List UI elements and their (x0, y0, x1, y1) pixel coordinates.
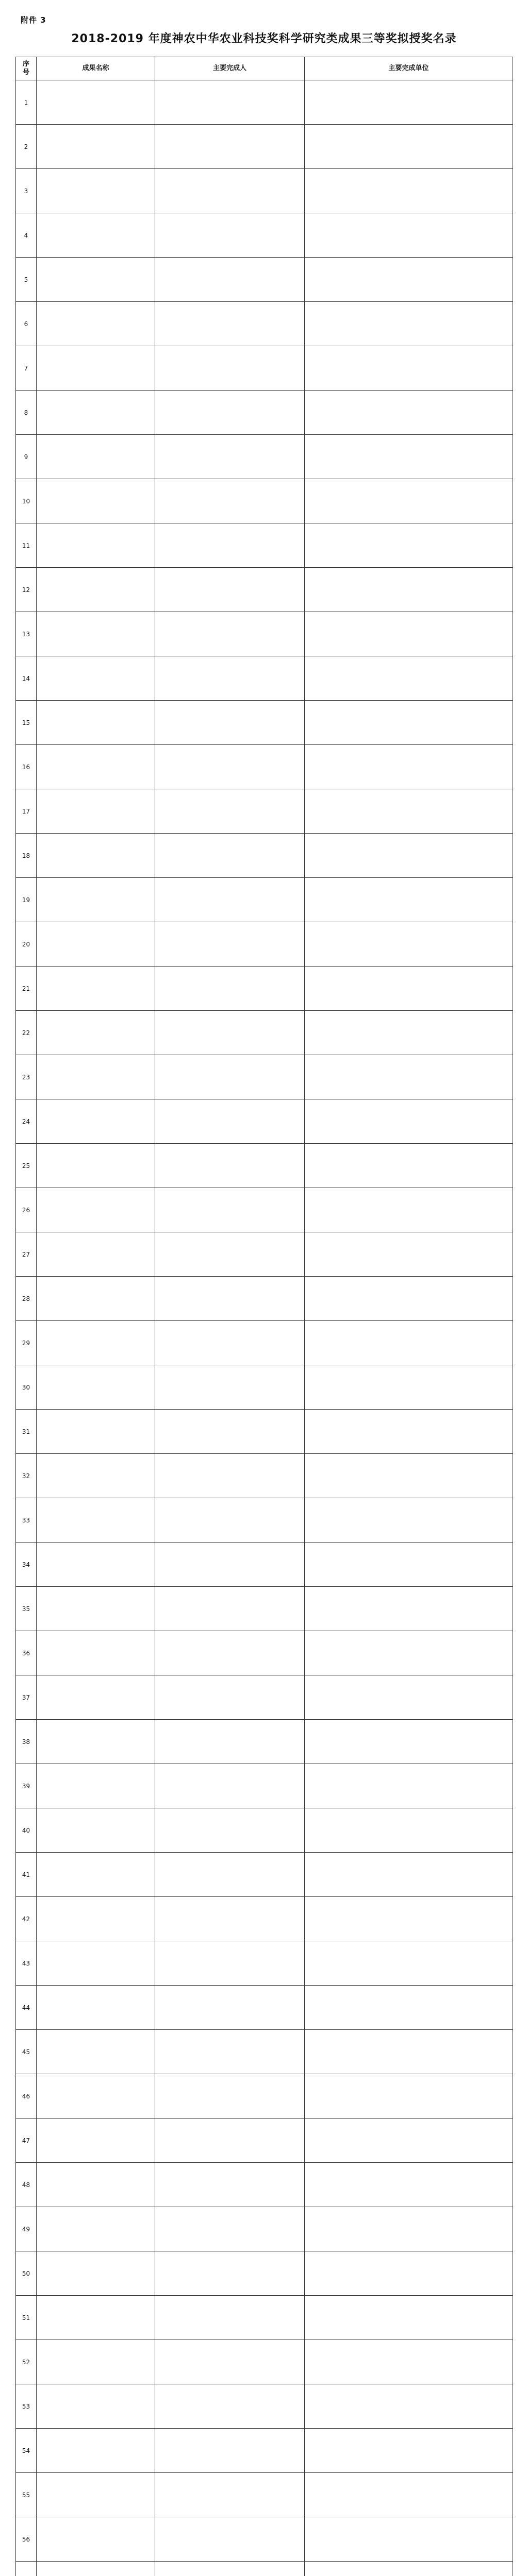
cell-main-units (305, 2251, 513, 2296)
cell-main-units (305, 1410, 513, 1454)
cell-no: 26 (16, 1188, 37, 1232)
cell-no: 22 (16, 1011, 37, 1055)
table-row (16, 1631, 513, 1675)
cell-achievement-name (37, 1277, 155, 1321)
cell-main-units (305, 258, 513, 302)
cell-no: 32 (16, 1454, 37, 1498)
cell-achievement-name (37, 2429, 155, 2473)
cell-main-units (305, 2030, 513, 2074)
cell-achievement-name (37, 302, 155, 346)
cell-main-units (305, 435, 513, 479)
cell-main-contributors (155, 1365, 305, 1410)
cell-no: 18 (16, 834, 37, 878)
cell-main-units (305, 568, 513, 612)
cell-achievement-name (37, 1543, 155, 1587)
cell-main-units (305, 1011, 513, 1055)
cell-achievement-name (37, 1232, 155, 1277)
cell-no: 40 (16, 1808, 37, 1853)
cell-main-units (305, 701, 513, 745)
cell-main-units (305, 213, 513, 258)
cell-achievement-name (37, 1675, 155, 1720)
cell-main-contributors (155, 2384, 305, 2429)
cell-achievement-name (37, 1808, 155, 1853)
cell-main-units (305, 2074, 513, 2119)
cell-no: 25 (16, 1144, 37, 1188)
cell-no: 41 (16, 1853, 37, 1897)
cell-main-contributors (155, 701, 305, 745)
cell-main-contributors (155, 2296, 305, 2340)
cell-main-contributors (155, 346, 305, 391)
cell-no: 9 (16, 435, 37, 479)
cell-no: 51 (16, 2296, 37, 2340)
cell-no: 43 (16, 1941, 37, 1986)
table-row (16, 2340, 513, 2384)
cell-main-units (305, 1675, 513, 1720)
cell-main-contributors (155, 1675, 305, 1720)
cell-achievement-name (37, 1410, 155, 1454)
cell-main-units (305, 2384, 513, 2429)
cell-main-units (305, 1543, 513, 1587)
cell-main-units (305, 1986, 513, 2030)
cell-main-contributors (155, 1897, 305, 1941)
table-row (16, 1055, 513, 1099)
table-row (16, 656, 513, 701)
cell-no: 34 (16, 1543, 37, 1587)
cell-main-units (305, 1144, 513, 1188)
cell-main-contributors (155, 80, 305, 125)
cell-no: 6 (16, 302, 37, 346)
cell-main-contributors (155, 169, 305, 213)
cell-main-units (305, 2119, 513, 2163)
cell-main-units (305, 834, 513, 878)
cell-achievement-name (37, 1498, 155, 1543)
cell-achievement-name (37, 1454, 155, 1498)
cell-main-units (305, 1055, 513, 1099)
cell-no: 47 (16, 2119, 37, 2163)
cell-achievement-name (37, 346, 155, 391)
cell-main-units (305, 922, 513, 967)
table-row (16, 1764, 513, 1808)
cell-main-contributors (155, 1543, 305, 1587)
table-row (16, 1321, 513, 1365)
cell-no: 23 (16, 1055, 37, 1099)
cell-achievement-name (37, 834, 155, 878)
cell-main-contributors (155, 1011, 305, 1055)
table-row (16, 2030, 513, 2074)
cell-main-units (305, 2163, 513, 2207)
cell-main-contributors (155, 1808, 305, 1853)
table-row (16, 169, 513, 213)
cell-achievement-name (37, 922, 155, 967)
table-row (16, 789, 513, 834)
cell-main-units (305, 80, 513, 125)
table-row (16, 922, 513, 967)
cell-no: 4 (16, 213, 37, 258)
cell-main-contributors (155, 834, 305, 878)
cell-main-units (305, 1587, 513, 1631)
cell-main-units (305, 1232, 513, 1277)
table-row (16, 1011, 513, 1055)
cell-achievement-name (37, 1941, 155, 1986)
table-row (16, 125, 513, 169)
cell-no: 10 (16, 479, 37, 523)
table-header (16, 57, 513, 80)
cell-main-units (305, 967, 513, 1011)
cell-main-contributors (155, 568, 305, 612)
table-row (16, 1675, 513, 1720)
cell-main-units (305, 125, 513, 169)
cell-main-units (305, 479, 513, 523)
cell-main-contributors (155, 479, 305, 523)
cell-main-contributors (155, 1410, 305, 1454)
cell-main-units (305, 612, 513, 656)
table-row (16, 568, 513, 612)
cell-achievement-name (37, 1188, 155, 1232)
cell-no: 5 (16, 258, 37, 302)
cell-main-units (305, 1498, 513, 1543)
cell-main-contributors (155, 1277, 305, 1321)
cell-no: 45 (16, 2030, 37, 2074)
cell-achievement-name (37, 878, 155, 922)
header-no: 序号 (16, 57, 37, 80)
cell-main-units (305, 346, 513, 391)
cell-no: 24 (16, 1099, 37, 1144)
cell-main-contributors (155, 2251, 305, 2296)
cell-main-contributors (155, 258, 305, 302)
cell-main-units (305, 1764, 513, 1808)
table-row (16, 1498, 513, 1543)
cell-main-contributors (155, 1853, 305, 1897)
cell-achievement-name (37, 2517, 155, 2562)
cell-achievement-name (37, 1099, 155, 1144)
cell-no: 39 (16, 1764, 37, 1808)
table-row (16, 1543, 513, 1587)
cell-achievement-name (37, 1897, 155, 1941)
cell-main-units (305, 1321, 513, 1365)
cell-main-contributors (155, 2207, 305, 2251)
cell-main-contributors (155, 1232, 305, 1277)
table-row (16, 1188, 513, 1232)
cell-no: 7 (16, 346, 37, 391)
cell-main-contributors (155, 523, 305, 568)
cell-main-contributors (155, 1321, 305, 1365)
cell-achievement-name (37, 789, 155, 834)
cell-achievement-name (37, 1011, 155, 1055)
cell-main-units (305, 169, 513, 213)
table-row (16, 435, 513, 479)
cell-main-units (305, 2562, 513, 2576)
cell-main-contributors (155, 922, 305, 967)
cell-main-units (305, 2429, 513, 2473)
table-row (16, 2251, 513, 2296)
table-row (16, 1941, 513, 1986)
award-table-container (15, 57, 513, 2576)
cell-achievement-name (37, 2562, 155, 2576)
table-row (16, 1144, 513, 1188)
cell-achievement-name (37, 568, 155, 612)
cell-main-units (305, 2517, 513, 2562)
cell-main-contributors (155, 878, 305, 922)
table-row (16, 213, 513, 258)
cell-main-contributors (155, 2517, 305, 2562)
table-row (16, 1808, 513, 1853)
cell-main-units (305, 878, 513, 922)
cell-main-contributors (155, 1454, 305, 1498)
cell-achievement-name (37, 2074, 155, 2119)
table-row (16, 745, 513, 789)
cell-no: 48 (16, 2163, 37, 2207)
cell-achievement-name (37, 2119, 155, 2163)
table-row (16, 1365, 513, 1410)
cell-no: 30 (16, 1365, 37, 1410)
cell-achievement-name (37, 2163, 155, 2207)
cell-achievement-name (37, 1720, 155, 1764)
cell-no: 15 (16, 701, 37, 745)
table-row (16, 967, 513, 1011)
cell-main-contributors (155, 1055, 305, 1099)
cell-achievement-name (37, 967, 155, 1011)
header-name: 成果名称 (37, 57, 155, 80)
table-row (16, 701, 513, 745)
cell-achievement-name (37, 1631, 155, 1675)
cell-no: 33 (16, 1498, 37, 1543)
cell-main-contributors (155, 435, 305, 479)
cell-no: 52 (16, 2340, 37, 2384)
cell-achievement-name (37, 2251, 155, 2296)
cell-no: 46 (16, 2074, 37, 2119)
cell-main-contributors (155, 125, 305, 169)
cell-main-units (305, 391, 513, 435)
table-row (16, 2429, 513, 2473)
cell-achievement-name (37, 479, 155, 523)
table-row (16, 1986, 513, 2030)
cell-no: 2 (16, 125, 37, 169)
cell-achievement-name (37, 2030, 155, 2074)
cell-achievement-name (37, 656, 155, 701)
award-table (15, 57, 513, 2576)
annex-label: 附件 3 (21, 15, 46, 25)
cell-main-contributors (155, 2340, 305, 2384)
cell-no (16, 2562, 37, 2576)
cell-main-contributors (155, 1941, 305, 1986)
cell-main-contributors (155, 2030, 305, 2074)
cell-main-units (305, 1631, 513, 1675)
table-row (16, 1720, 513, 1764)
cell-no: 35 (16, 1587, 37, 1631)
cell-achievement-name (37, 2207, 155, 2251)
cell-main-contributors (155, 745, 305, 789)
cell-main-units (305, 2296, 513, 2340)
cell-no: 3 (16, 169, 37, 213)
cell-achievement-name (37, 1853, 155, 1897)
table-row (16, 2074, 513, 2119)
cell-main-contributors (155, 1188, 305, 1232)
cell-achievement-name (37, 1587, 155, 1631)
cell-achievement-name (37, 435, 155, 479)
cell-main-contributors (155, 789, 305, 834)
table-row (16, 523, 513, 568)
cell-no: 13 (16, 612, 37, 656)
cell-no: 28 (16, 1277, 37, 1321)
cell-achievement-name (37, 2384, 155, 2429)
cell-main-contributors (155, 1986, 305, 2030)
table-row (16, 1232, 513, 1277)
cell-achievement-name (37, 2340, 155, 2384)
cell-achievement-name (37, 1986, 155, 2030)
document-title: 2018-2019 年度神农中华农业科技奖科学研究类成果三等奖拟授奖名录 (71, 32, 457, 45)
cell-achievement-name (37, 2473, 155, 2517)
table-row (16, 2207, 513, 2251)
cell-no: 19 (16, 878, 37, 922)
cell-main-units (305, 1188, 513, 1232)
cell-achievement-name (37, 612, 155, 656)
cell-achievement-name (37, 391, 155, 435)
cell-main-contributors (155, 1720, 305, 1764)
cell-main-contributors (155, 391, 305, 435)
table-row (16, 2473, 513, 2517)
cell-no: 36 (16, 1631, 37, 1675)
table-row (16, 479, 513, 523)
table-row (16, 878, 513, 922)
table-row (16, 2119, 513, 2163)
cell-main-contributors (155, 2429, 305, 2473)
table-row (16, 2562, 513, 2576)
table-row (16, 1410, 513, 1454)
cell-no: 17 (16, 789, 37, 834)
cell-main-units (305, 2473, 513, 2517)
cell-no: 55 (16, 2473, 37, 2517)
cell-achievement-name (37, 1321, 155, 1365)
cell-main-units (305, 1720, 513, 1764)
cell-achievement-name (37, 1055, 155, 1099)
table-row (16, 834, 513, 878)
cell-main-units (305, 1277, 513, 1321)
cell-main-units (305, 1941, 513, 1986)
cell-main-units (305, 2340, 513, 2384)
cell-achievement-name (37, 745, 155, 789)
cell-achievement-name (37, 1365, 155, 1410)
cell-no: 8 (16, 391, 37, 435)
cell-no: 27 (16, 1232, 37, 1277)
cell-main-units (305, 302, 513, 346)
cell-main-units (305, 1853, 513, 1897)
cell-main-contributors (155, 1144, 305, 1188)
cell-main-contributors (155, 1099, 305, 1144)
cell-main-units (305, 1365, 513, 1410)
table-row (16, 1277, 513, 1321)
cell-achievement-name (37, 80, 155, 125)
cell-no: 44 (16, 1986, 37, 2030)
table-row (16, 346, 513, 391)
cell-achievement-name (37, 2296, 155, 2340)
cell-main-units (305, 1808, 513, 1853)
cell-main-contributors (155, 1631, 305, 1675)
table-body (16, 80, 513, 2576)
cell-main-units (305, 523, 513, 568)
cell-main-units (305, 2207, 513, 2251)
cell-no: 56 (16, 2517, 37, 2562)
cell-no: 14 (16, 656, 37, 701)
table-row (16, 2296, 513, 2340)
table-row (16, 1897, 513, 1941)
cell-achievement-name (37, 1144, 155, 1188)
cell-main-units (305, 1897, 513, 1941)
cell-main-contributors (155, 1764, 305, 1808)
table-row (16, 1454, 513, 1498)
cell-main-contributors (155, 2119, 305, 2163)
table-row (16, 1587, 513, 1631)
cell-achievement-name (37, 125, 155, 169)
header-units: 主要完成单位 (305, 57, 513, 80)
cell-no: 12 (16, 568, 37, 612)
table-row (16, 2517, 513, 2562)
cell-main-contributors (155, 2163, 305, 2207)
cell-no: 42 (16, 1897, 37, 1941)
cell-main-contributors (155, 213, 305, 258)
cell-no: 20 (16, 922, 37, 967)
table-row (16, 391, 513, 435)
cell-main-contributors (155, 612, 305, 656)
cell-no: 11 (16, 523, 37, 568)
table-row (16, 612, 513, 656)
cell-main-contributors (155, 2473, 305, 2517)
table-row (16, 258, 513, 302)
cell-main-contributors (155, 967, 305, 1011)
cell-no: 37 (16, 1675, 37, 1720)
cell-achievement-name (37, 213, 155, 258)
cell-no: 29 (16, 1321, 37, 1365)
table-row (16, 2384, 513, 2429)
table-row (16, 2163, 513, 2207)
cell-no: 21 (16, 967, 37, 1011)
cell-main-contributors (155, 2562, 305, 2576)
table-row (16, 302, 513, 346)
cell-no: 16 (16, 745, 37, 789)
cell-main-units (305, 656, 513, 701)
cell-main-contributors (155, 302, 305, 346)
table-row (16, 1853, 513, 1897)
table-header-row (16, 57, 513, 80)
cell-main-contributors (155, 656, 305, 701)
table-row (16, 1099, 513, 1144)
cell-main-units (305, 789, 513, 834)
cell-achievement-name (37, 701, 155, 745)
cell-no: 31 (16, 1410, 37, 1454)
table-row (16, 80, 513, 125)
cell-main-contributors (155, 2074, 305, 2119)
header-people: 主要完成人 (155, 57, 305, 80)
cell-achievement-name (37, 1764, 155, 1808)
cell-no: 54 (16, 2429, 37, 2473)
cell-main-contributors (155, 1498, 305, 1543)
cell-no: 38 (16, 1720, 37, 1764)
cell-main-units (305, 1099, 513, 1144)
cell-no: 53 (16, 2384, 37, 2429)
cell-achievement-name (37, 258, 155, 302)
cell-main-contributors (155, 1587, 305, 1631)
cell-no: 1 (16, 80, 37, 125)
cell-main-units (305, 745, 513, 789)
cell-no: 50 (16, 2251, 37, 2296)
cell-no: 49 (16, 2207, 37, 2251)
cell-achievement-name (37, 169, 155, 213)
cell-achievement-name (37, 523, 155, 568)
cell-main-units (305, 1454, 513, 1498)
